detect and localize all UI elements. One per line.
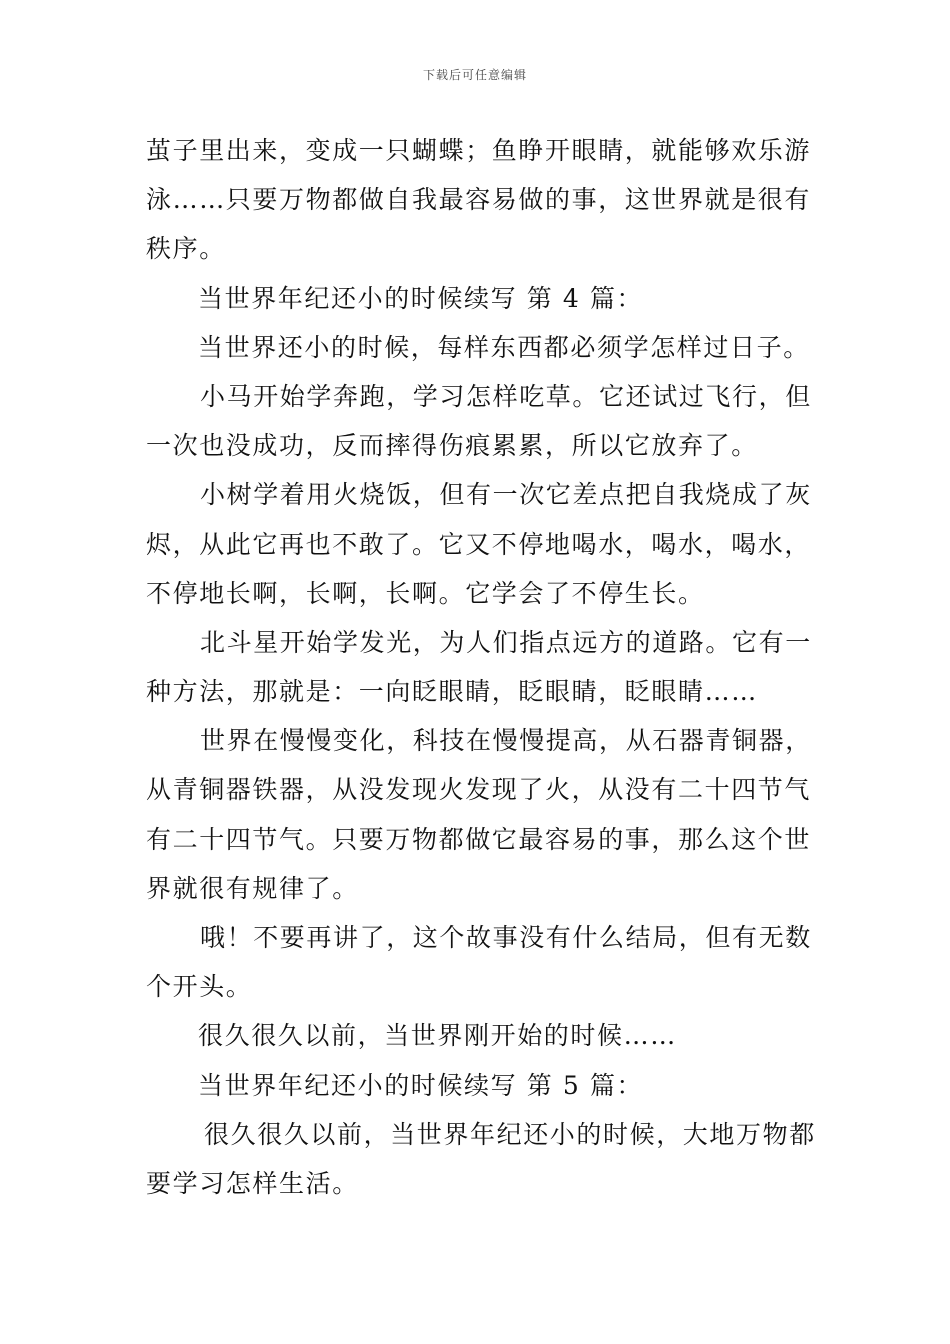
document-body <box>146 126 816 1208</box>
text-line: 小树学着用火烧饭，但有一次它差点把自我烧成了灰 <box>200 480 812 510</box>
section-heading: 当世界年纪还小的时候续写 第 5 篇： <box>198 1070 644 1100</box>
text-line: 哦！不要再讲了，这个故事没有什么结局，但有无数 <box>200 923 812 952</box>
section-heading: 当世界年纪还小的时候续写 第 4 篇： <box>198 283 644 313</box>
text-line: 很久很久以前，当世界刚开始的时候…… <box>198 1021 677 1051</box>
text-line: 小马开始学奔跑，学习怎样吃草。它还试过飞行，但 <box>200 381 812 411</box>
text-line: 种方法，那就是：一向眨眼睛，眨眼睛，眨眼睛…… <box>146 677 758 707</box>
text-line: 一次也没成功，反而摔得伤痕累累，所以它放弃了。 <box>146 431 758 461</box>
page-header: 下载后可任意编辑 <box>422 68 527 82</box>
text-line: 秩序。 <box>146 234 226 264</box>
text-line: 个开头。 <box>146 972 253 1002</box>
text-line: 有二十四节气。只要万物都做它最容易的事，那么这个世 <box>146 824 812 854</box>
text-line: 要学习怎样生活。 <box>146 1168 359 1198</box>
text-line: 烬，从此它再也不敢了。它又不停地喝水，喝水，喝水， <box>146 529 812 559</box>
text-line: 界就很有规律了。 <box>146 873 359 903</box>
text-line: 北斗星开始学发光，为人们指点远方的道路。它有一 <box>200 627 812 657</box>
text-line: 世界在慢慢变化，科技在慢慢提高，从石器青铜器， <box>200 726 812 756</box>
text-line: 茧子里出来，变成一只蝴蝶；鱼睁开眼睛，就能够欢乐游 <box>146 136 812 165</box>
text-line: 很久很久以前，当世界年纪还小的时候，大地万物都 <box>204 1119 816 1149</box>
text-line: 泳……只要万物都做自我最容易做的事，这世界就是很有 <box>146 185 812 215</box>
text-line: 当世界还小的时候，每样东西都必须学怎样过日子。 <box>198 332 810 362</box>
text-line: 从青铜器铁器，从没发现火发现了火，从没有二十四节气 <box>146 775 812 805</box>
text-line: 不停地长啊，长啊，长啊。它学会了不停生长。 <box>146 578 705 608</box>
